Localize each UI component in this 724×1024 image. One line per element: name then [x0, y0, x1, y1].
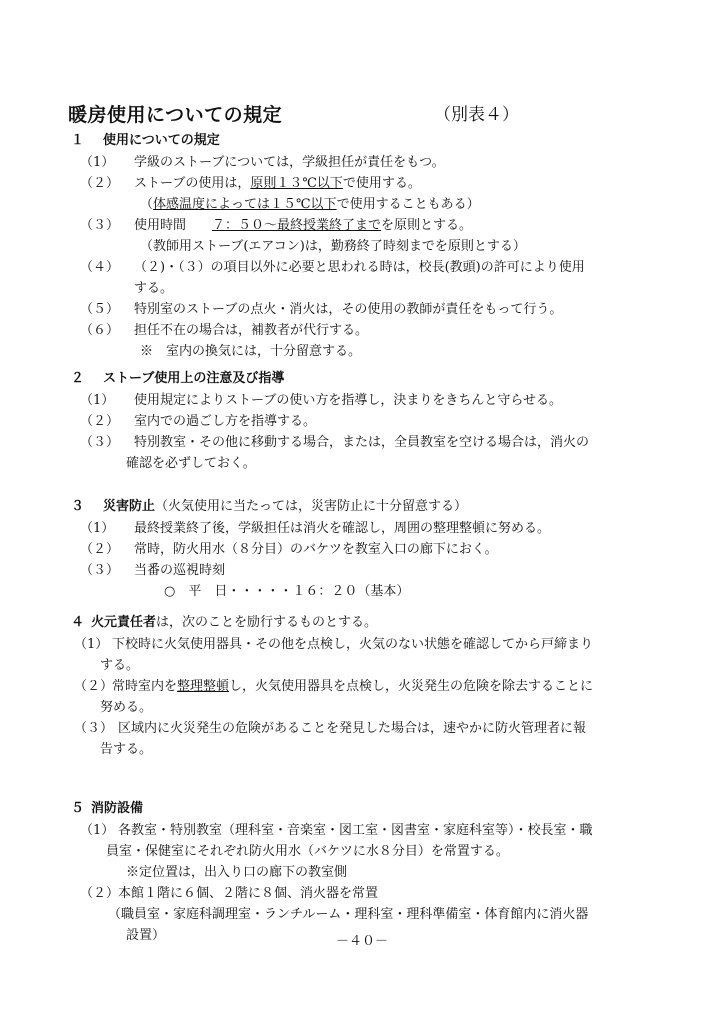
list-item: （２） 本館１階に６個、２階に８個、消火器を常置 [80, 886, 379, 901]
list-item: （1） 使用規定によりストーブの使い方を指導し，決まりをきちんと守らせる。 [80, 393, 562, 408]
list-item-continuation: 告する。 [100, 742, 153, 757]
spacer [68, 474, 668, 494]
list-subnote: 設置） [126, 928, 166, 943]
section-4-heading: ４ 火元責任者は，次のことを励行するものとする。 [71, 615, 378, 630]
list-item: （1） 学級のストーブについては，学級担任が責任をもつ。 [80, 155, 445, 170]
section-3-heading: ３ 災害防止（火気使用に当たっては，災害防止に十分留意する） [71, 499, 468, 514]
section-1-heading: １ 使用についての規定 [71, 133, 220, 148]
document-body [68, 128, 668, 946]
list-item: （３） 区域内に火災発生の危険があることを発見した場合は，速やかに防火管理者に報 [74, 721, 587, 736]
list-item: （1） 各教室・特別教室（理科室・音楽室・図工室・図書室・家庭科室等）・校長室・職 [80, 823, 593, 838]
list-item: （２） 室内での過ごし方を指導する。 [80, 414, 317, 429]
annex-label: （別表４） [434, 105, 519, 125]
spacer [68, 760, 668, 796]
list-item: （６） 担任不在の場合は，補教者が代行する。 [80, 323, 369, 338]
list-item: （２） ストーブの使用は，原則１３℃以下で使用する。 [80, 176, 421, 191]
document-title: 暖房使用についての規定 [68, 104, 283, 126]
list-item-continuation: する。 [134, 281, 174, 296]
list-item: （２） 常時，防火用水（８分目）のバケツを教室入口の廊下におく。 [80, 542, 498, 557]
section-5-heading: ５ 消防設備 [71, 801, 144, 816]
list-subnote: （教師用ストーブ(エアコン)は，勤務終了時刻までを原則とする） [140, 239, 526, 254]
section-2-heading: ２ ストーブ使用上の注意及び指導 [71, 371, 285, 386]
title-row [68, 100, 668, 130]
list-item: （３） 特別教室・その他に移動する場合，または，全員教室を空ける場合は，消火の [80, 435, 590, 450]
list-item: （1） 最終授業終了後，学級担任は消火を確認し，周囲の整理整頓に努める。 [80, 521, 551, 536]
list-item: （４） （２)・（３）の項目以外に必要と思われる時は，校長(教頭)の許可により使用 [80, 260, 585, 275]
list-subnote: ○ 平 日・・・・・１６：２０（基本） [164, 584, 410, 599]
list-subnote: ※定位置は，出入り口の廊下の教室側 [126, 865, 348, 880]
list-item-continuation: 確認を必ずしておく。 [126, 456, 256, 471]
list-subnote: （職員室・家庭科調理室・ランチルーム・理科室・理科準備室・体育館内に消火器 [108, 907, 589, 922]
list-item-continuation: 努める。 [100, 700, 153, 715]
list-subnote: ※ 室内の換気には，十分留意する。 [140, 344, 362, 359]
list-item: （３） 使用時間 ７：５０～最終授業終了までを原則とする。 [80, 218, 473, 233]
list-item-continuation: する。 [100, 658, 140, 673]
list-subnote: （体感温度によっては１５℃以下で使用することもある） [140, 197, 480, 212]
list-item: （５） 特別室のストーブの点火・消火は，その使用の教師が責任をもって行う。 [80, 302, 563, 317]
list-item-continuation: 員室・保健室にそれぞれ防火用水（バケツに水８分目）を常置する。 [106, 844, 509, 859]
list-item: （２） 常時室内を整理整頓し，火気使用器具を点検し，火災発生の危険を除去することに [74, 679, 594, 694]
page-number: －４０－ [335, 934, 388, 949]
list-item: （1） 下校時に火気使用器具・その他を点検し，火気のない状態を確認してから戸締まり [74, 637, 594, 652]
list-item: （３） 当番の巡視時刻 [80, 563, 226, 578]
